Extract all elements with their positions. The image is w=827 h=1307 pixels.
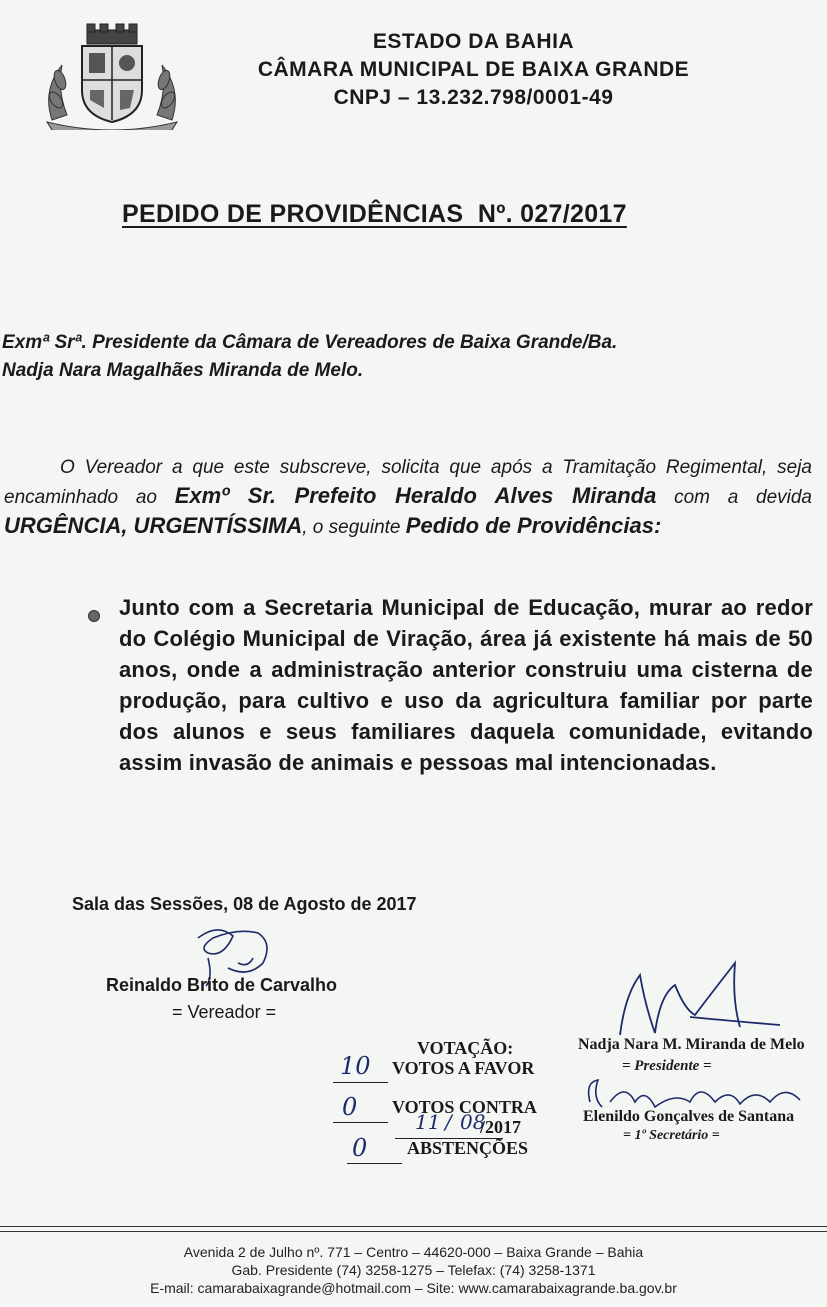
request-intro: O Vereador a que este subscreve, solicita que após a Tramitação Regimental, seja encaminhado ao: [4, 457, 812, 508]
session-date: Sala das Sessões, 08 de Agosto de 2017: [72, 894, 417, 914]
president-signature: [600, 955, 790, 1045]
document-title: PEDIDO DE PROVIDÊNCIAS Nº. 027/2017: [122, 200, 627, 228]
president-role: = Presidente =: [622, 1058, 712, 1074]
bullet-icon: [88, 610, 100, 622]
request-paragraph: [4, 454, 812, 542]
request-recipient: Exmº Sr. Prefeito Heraldo Alves Miranda: [174, 483, 657, 508]
councillor-role: = Vereador =: [172, 1002, 277, 1022]
councillor-name: Reinaldo Brito de Carvalho: [106, 975, 338, 995]
addressee-line-2: Nadja Nara Magalhães Miranda de Melo.: [2, 360, 364, 381]
footer-divider-2: [0, 1231, 827, 1232]
footer-divider: [0, 1226, 827, 1227]
footer-contact: E-mail: camarabaixagrande@hotmail.com – Site: www.camarabaixagrande.ba.gov.br: [150, 1280, 677, 1296]
header-chamber: CÂMARA MUNICIPAL DE BAIXA GRANDE: [257, 58, 690, 81]
voting-heading: VOTAÇÃO:: [417, 1038, 514, 1058]
request-item: [88, 592, 813, 778]
request-urgency: URGÊNCIA, URGENTÍSSIMA: [4, 513, 303, 538]
contra-count: 0: [342, 1093, 358, 1121]
header-cnpj: CNPJ – 13.232.798/0001-49: [333, 86, 614, 109]
contra-label: VOTOS CONTRA: [392, 1097, 537, 1117]
addressee-line-1: Exmª Srª. Presidente da Câmara de Vereadores de Baixa Grande/Ba.: [2, 332, 618, 353]
abst-count: 0: [352, 1134, 368, 1162]
vote-date-day: 11: [415, 1110, 441, 1134]
request-item-text: Junto com a Secretaria Municipal de Educação, murar ao redor do Colégio Municipal de Viração, área já existente há mais de 50 anos, onde a administração anterior construiu uma cisterna de produção, para cultivo e uso da agricultura familiar por parte dos alunos e seus familiares daquela comunidade, evitando assim invasão de animais e pessoas mal intencionadas.: [119, 595, 813, 775]
vote-date-sep: /: [445, 1110, 452, 1134]
vote-date-year: /2017: [480, 1117, 522, 1137]
abst-label: ABSTENÇÕES: [407, 1138, 529, 1158]
request-subject: Pedido de Providências:: [405, 513, 662, 538]
secretary-name: Elenildo Gonçalves de Santana: [583, 1108, 795, 1125]
header-state: ESTADO DA BAHIA: [372, 30, 575, 53]
president-name: Nadja Nara M. Miranda de Melo: [578, 1036, 805, 1053]
footer-address: Avenida 2 de Julho nº. 771 – Centro – 44620-000 – Baixa Grande – Bahia: [183, 1244, 644, 1260]
secretary-role: = 1º Secretário =: [623, 1128, 720, 1143]
footer-phones: Gab. Presidente (74) 3258-1275 – Telefax: (74) 3258-1371: [231, 1262, 596, 1278]
favor-label: VOTOS A FAVOR: [392, 1058, 535, 1078]
request-following: , o seguinte: [302, 517, 401, 538]
vote-date-month: 08: [460, 1110, 486, 1134]
request-with: com a devida: [674, 487, 813, 508]
favor-count: 10: [340, 1052, 371, 1080]
